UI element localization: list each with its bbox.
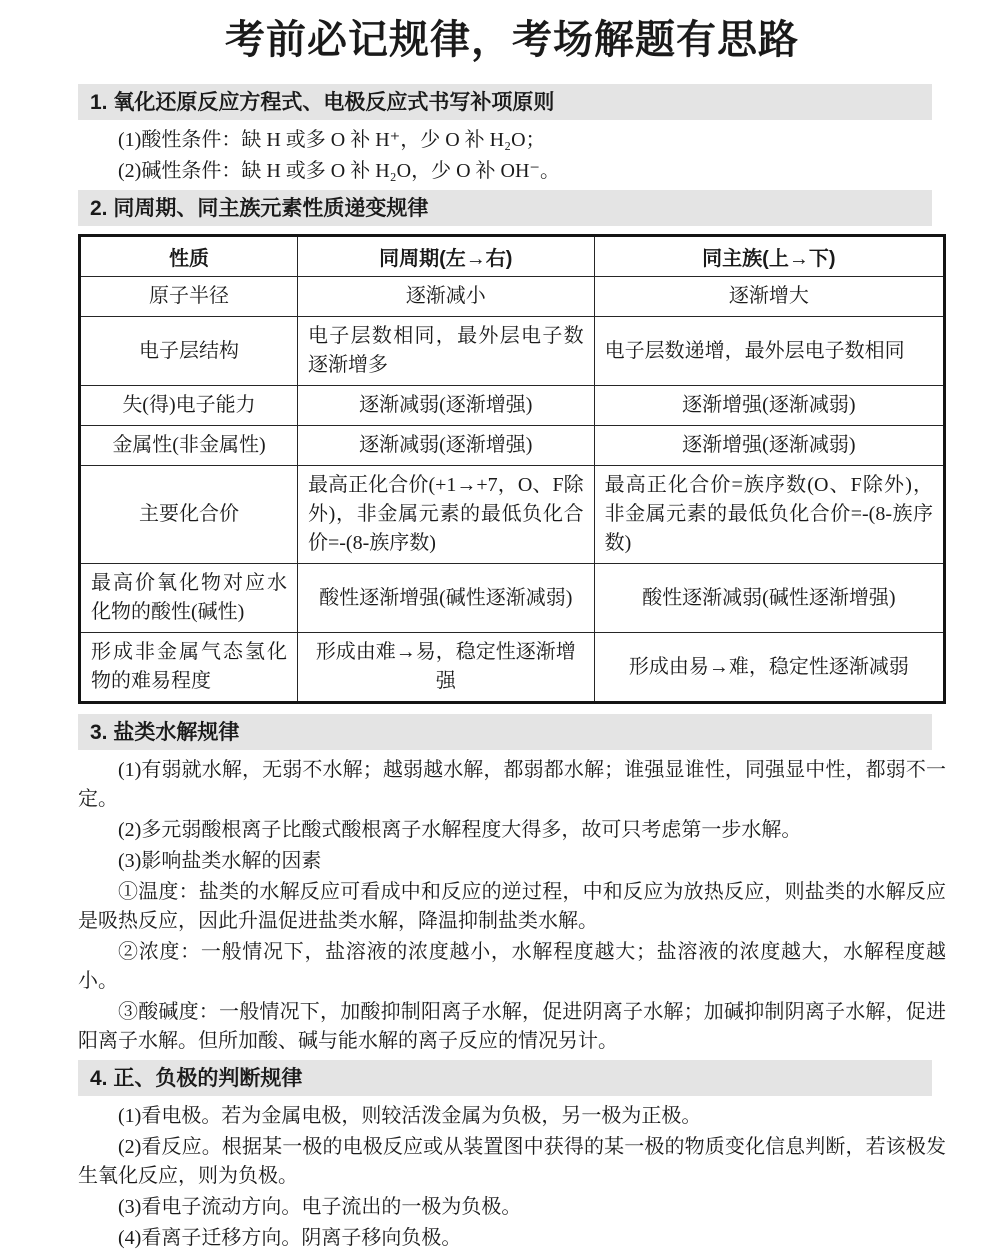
paragraph: (2)多元弱酸根离子比酸式酸根离子水解程度大得多，故可只考虑第一步水解。 (118, 819, 802, 841)
table-cell: 逐渐增大 (594, 277, 944, 317)
table-cell: 最高正化合价(+1→+7，O、F除外)，非金属元素的最低负化合价=-(8-族序数) (297, 466, 594, 564)
table-header-row (80, 236, 945, 277)
section-3-body (78, 756, 946, 1056)
table-row (80, 564, 945, 633)
paragraph: (2)看反应。根据某一极的电极反应或从装置图中获得的某一极的物质变化信息判断，若该极发生氧化反应，则为负极。 (78, 1136, 946, 1187)
section-electrode-judgment-rules (78, 1060, 946, 1253)
section-salt-hydrolysis-rules (78, 714, 946, 1056)
table-cell: 形成由难→易，稳定性逐渐增强 (297, 633, 594, 703)
paragraph: ③酸碱度：一般情况下，加酸抑制阳离子水解，促进阴离子水解；加碱抑制阴离子水解，促进阳离子水解。但所加酸、碱与能水解的离子反应的情况另计。 (78, 1001, 946, 1052)
section-4-heading: 4. 正、负极的判断规律 (78, 1060, 932, 1096)
section-1-heading: 1. 氧化还原反应方程式、电极反应式书写补项原则 (78, 84, 932, 120)
paragraph: ①温度：盐类的水解反应可看成中和反应的逆过程，中和反应为放热反应，则盐类的水解反应是吸热反应，因此升温促进盐类水解，降温抑制盐类水解。 (78, 881, 946, 932)
paragraph: ②浓度：一般情况下，盐溶液的浓度越小，水解程度越大；盐溶液的浓度越大，水解程度越小。 (78, 941, 946, 992)
table-row (80, 386, 945, 426)
paragraph: (1)看电极。若为金属电极，则较活泼金属为负极，另一极为正极。 (118, 1105, 702, 1127)
table-row (80, 277, 945, 317)
page-title: 考前必记规律，考场解题有思路 (225, 16, 799, 63)
section-3-heading: 3. 盐类水解规律 (78, 714, 932, 750)
table-cell: 电子层数相同，最外层电子数逐渐增多 (297, 317, 594, 386)
table-cell: 逐渐减弱(逐渐增强) (297, 426, 594, 466)
table-cell: 最高价氧化物对应水化物的酸性(碱性) (80, 564, 298, 633)
paragraph: (4)看离子迁移方向。阴离子移向负极。 (118, 1227, 462, 1249)
paragraph: (3)影响盐类水解的因素 (118, 850, 322, 872)
table-row (80, 466, 945, 564)
section-redox-supplement-rules (78, 84, 946, 186)
section-4-body (78, 1102, 946, 1253)
table-row (80, 317, 945, 386)
table-cell: 主要化合价 (80, 466, 298, 564)
table-cell: 逐渐减小 (297, 277, 594, 317)
table-row (80, 633, 945, 703)
section-1-body (78, 126, 946, 186)
table-cell: 逐渐增强(逐渐减弱) (594, 386, 944, 426)
table-cell: 失(得)电子能力 (80, 386, 298, 426)
table-cell: 酸性逐渐减弱(碱性逐渐增强) (594, 564, 944, 633)
table-cell: 逐渐增强(逐渐减弱) (594, 426, 944, 466)
table-cell: 逐渐减弱(逐渐增强) (297, 386, 594, 426)
table-header-property: 性质 (80, 236, 298, 277)
table-cell: 酸性逐渐增强(碱性逐渐减弱) (297, 564, 594, 633)
paragraph: (3)看电子流动方向。电子流出的一极为负极。 (118, 1196, 522, 1218)
table-cell: 形成由易→难，稳定性逐渐减弱 (594, 633, 944, 703)
section-2-heading: 2. 同周期、同主族元素性质递变规律 (78, 190, 932, 226)
table-header-same-period: 同周期(左→右) (297, 236, 594, 277)
table-cell: 电子层结构 (80, 317, 298, 386)
table-cell: 最高正化合价=族序数(O、F除外)，非金属元素的最低负化合价=-(8-族序数) (594, 466, 944, 564)
table-cell: 电子层数递增，最外层电子数相同 (594, 317, 944, 386)
paragraph: (1)有弱就水解，无弱不水解；越弱越水解，都弱都水解；谁强显谁性，同强显中性，都弱不一定。 (78, 759, 946, 810)
paragraph: (1)酸性条件：缺 H 或多 O 补 H⁺，少 O 补 H₂O； (118, 129, 546, 151)
table-row (80, 426, 945, 466)
section-periodic-trends (78, 190, 946, 704)
table-cell: 金属性(非金属性) (80, 426, 298, 466)
table-cell: 形成非金属气态氢化物的难易程度 (80, 633, 298, 703)
table-header-same-group: 同主族(上→下) (594, 236, 944, 277)
periodic-trends-table (78, 234, 946, 704)
paragraph: (2)碱性条件：缺 H 或多 O 补 H₂O，少 O 补 OH⁻。 (118, 160, 560, 182)
table-cell: 原子半径 (80, 277, 298, 317)
